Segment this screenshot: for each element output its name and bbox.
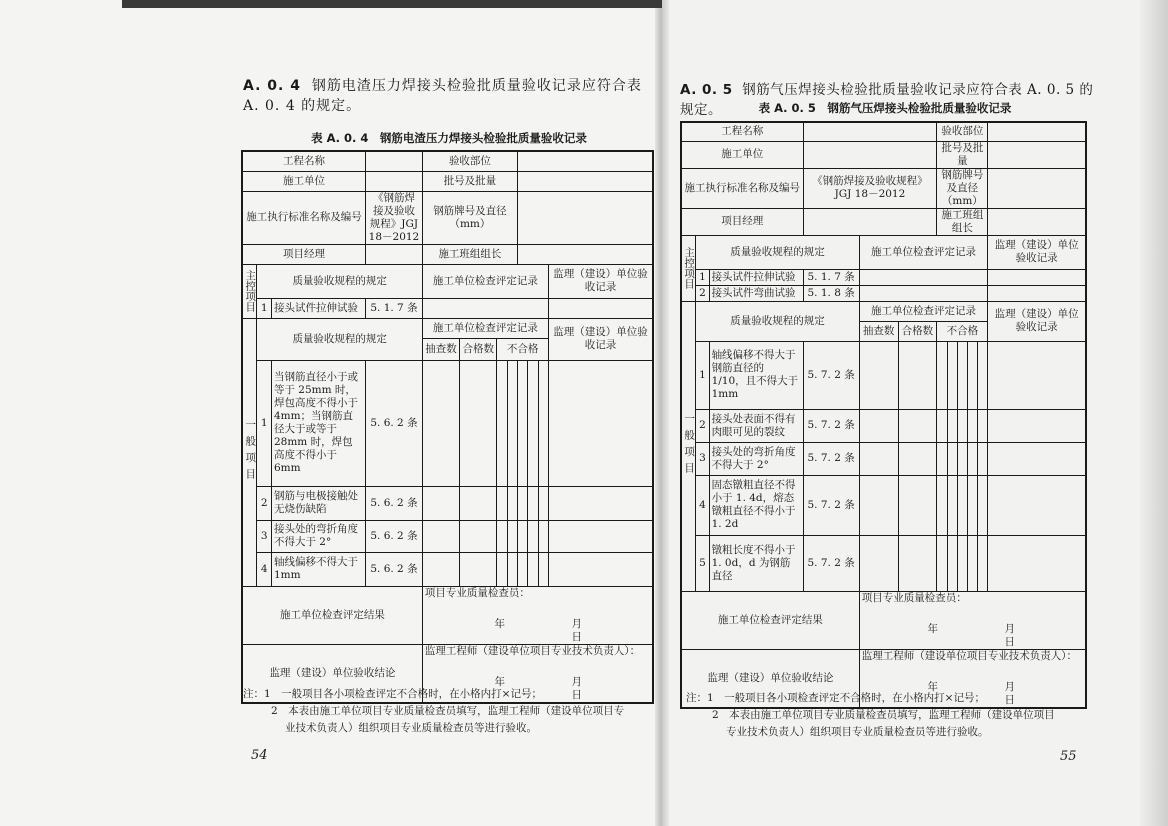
- left-page-number: 54: [251, 748, 268, 763]
- sample-cell[interactable]: [859, 535, 898, 591]
- general-label: 一般项目: [242, 318, 257, 586]
- conclusion-label: 监理（建设）单位验收结论: [242, 644, 422, 703]
- team-leader-value[interactable]: [517, 244, 653, 264]
- fail-header: 不合格: [937, 321, 988, 341]
- general-item-desc: 镦粗长度不得小于 1. 0d，d 为钢筋直径: [709, 535, 803, 591]
- pass-count-header: 合格数: [898, 321, 937, 341]
- general-item-desc: 轴线偏移不得大于钢筋直径的 1/10，且不得大于 1mm: [709, 341, 803, 409]
- fail-cell[interactable]: [978, 535, 988, 591]
- fail-cell[interactable]: [947, 535, 957, 591]
- fail-cell[interactable]: [538, 552, 548, 586]
- right-table-caption: 表 A. 0. 5 钢筋气压焊接头检验批质量验收记录: [758, 101, 1012, 115]
- fail-cell[interactable]: [507, 552, 517, 586]
- batch-quantity-value[interactable]: [517, 171, 653, 191]
- conclusion-label: 监理（建设）单位验收结论: [681, 649, 859, 708]
- general-label: 一般项目: [681, 301, 696, 591]
- main-control-label: 主控项目: [681, 235, 696, 301]
- sample-count-header: 抽查数: [859, 321, 898, 341]
- acceptance-part-label: 验收部位: [937, 122, 988, 141]
- main-item-supervisor[interactable]: [988, 285, 1086, 301]
- pass-cell[interactable]: [460, 520, 497, 552]
- sample-cell[interactable]: [859, 442, 898, 475]
- general-check-header: 施工单位检查评定记录: [859, 301, 988, 321]
- pass-cell[interactable]: [460, 360, 497, 486]
- fail-header: 不合格: [497, 338, 549, 360]
- supervisor-cell[interactable]: [988, 475, 1086, 535]
- fail-cell[interactable]: [538, 520, 548, 552]
- sample-cell[interactable]: [422, 360, 459, 486]
- sample-cell[interactable]: [422, 520, 459, 552]
- pass-cell[interactable]: [898, 535, 937, 591]
- fail-cell[interactable]: [978, 341, 988, 409]
- result-label: 施工单位检查评定结果: [242, 586, 422, 644]
- main-item-check[interactable]: [422, 298, 548, 318]
- inspector-label: 项目专业质量检查员：: [424, 586, 530, 599]
- scan-top-edge: [122, 0, 662, 8]
- pass-count-header: 合格数: [460, 338, 497, 360]
- acceptance-part-value[interactable]: [988, 122, 1086, 141]
- construction-unit-label: 施工单位: [681, 141, 803, 168]
- fail-cell[interactable]: [517, 486, 527, 520]
- result-date: 年 月 日: [927, 622, 1082, 648]
- general-spec-header: 质量验收规程的规定: [257, 318, 422, 360]
- fail-cell[interactable]: [497, 360, 507, 486]
- general-item-no: 2: [257, 486, 271, 520]
- general-item-no: 4: [696, 475, 709, 535]
- right-notes: 注：1 一般项目各小项检查评定不合格时，在小格内打×记号； 2 本表由施工单位项目专业质量检查员填写，监理工程师（建设单位项目 专业技术负责人）组织项目专业质量检查员等进行验收。: [686, 692, 1055, 738]
- fail-cell[interactable]: [528, 552, 538, 586]
- general-item-no: 1: [696, 341, 709, 409]
- fail-cell[interactable]: [947, 341, 957, 409]
- fail-cell[interactable]: [978, 442, 988, 475]
- fail-cell[interactable]: [507, 360, 517, 486]
- standard-label: 施工执行标准名称及编号: [681, 168, 803, 208]
- fail-cell[interactable]: [978, 409, 988, 442]
- fail-cell[interactable]: [528, 360, 538, 486]
- supervisor-cell[interactable]: [988, 409, 1086, 442]
- construction-unit-value[interactable]: [803, 141, 937, 168]
- construction-unit-value[interactable]: [366, 171, 423, 191]
- supervisor-cell[interactable]: [548, 486, 653, 520]
- fail-cell[interactable]: [957, 535, 967, 591]
- steel-grade-label: 钢筋牌号及直径（mm）: [937, 168, 988, 208]
- left-section-heading: A. 0. 4 钢筋电渣压力焊接头检验批质量验收记录应符合表 A. 0. 4 的规定。: [243, 78, 642, 114]
- general-item-clause: 5. 7. 2 条: [803, 409, 859, 442]
- left-table-caption: 表 A. 0. 4 钢筋电渣压力焊接头检验批质量验收记录: [311, 131, 587, 145]
- fail-cell[interactable]: [497, 520, 507, 552]
- main-check-header: 施工单位检查评定记录: [422, 264, 548, 298]
- right-section-heading: A. 0. 5 钢筋气压焊接头检验批质量验收记录应符合表 A. 0. 5 的规定。: [680, 82, 1094, 118]
- left-acceptance-table: [241, 150, 654, 704]
- project-manager-value[interactable]: [366, 244, 423, 264]
- main-item-no: 2: [696, 285, 709, 301]
- pass-cell[interactable]: [898, 442, 937, 475]
- supervisor-cell[interactable]: [548, 520, 653, 552]
- supervisor-cell[interactable]: [988, 442, 1086, 475]
- project-manager-label: 项目经理: [681, 208, 803, 235]
- main-item-name: 接头试件拉伸试验: [709, 269, 803, 285]
- main-item-no: 1: [696, 269, 709, 285]
- main-supervisor-header: 监理（建设）单位验收记录: [988, 235, 1086, 269]
- main-item-no: 1: [257, 298, 271, 318]
- fail-cell[interactable]: [528, 520, 538, 552]
- batch-quantity-value[interactable]: [988, 141, 1086, 168]
- general-item-no: 1: [257, 360, 271, 486]
- general-item-clause: 5. 6. 2 条: [366, 486, 423, 520]
- construction-unit-label: 施工单位: [242, 171, 366, 191]
- batch-quantity-label: 批号及批量: [937, 141, 988, 168]
- fail-cell[interactable]: [967, 409, 977, 442]
- main-item-name: 接头试件弯曲试验: [709, 285, 803, 301]
- general-item-no: 3: [696, 442, 709, 475]
- general-item-desc: 钢筋与电极接触处无烧伤缺陷: [271, 486, 365, 520]
- result-label: 施工单位检查评定结果: [681, 591, 859, 649]
- steel-grade-value[interactable]: [988, 168, 1086, 208]
- general-item-no: 4: [257, 552, 271, 586]
- result-date: 年 月 日: [494, 617, 649, 643]
- fail-cell[interactable]: [937, 341, 947, 409]
- main-item-supervisor[interactable]: [548, 298, 653, 318]
- standard-value: 《钢筋焊接及验收规程》JGJ 18－2012: [803, 168, 937, 208]
- main-control-label: 主控项目: [242, 264, 257, 318]
- general-item-no: 5: [696, 535, 709, 591]
- fail-cell[interactable]: [937, 409, 947, 442]
- fail-cell[interactable]: [528, 486, 538, 520]
- fail-cell[interactable]: [497, 486, 507, 520]
- steel-grade-value[interactable]: [517, 191, 653, 244]
- general-item-clause: 5. 7. 2 条: [803, 341, 859, 409]
- general-item-clause: 5. 6. 2 条: [366, 360, 423, 486]
- main-supervisor-header: 监理（建设）单位验收记录: [548, 264, 653, 298]
- conclusion-date: 年 月 日: [927, 680, 1082, 706]
- standard-label: 施工执行标准名称及编号: [242, 191, 366, 244]
- main-item-clause: 5. 1. 8 条: [803, 285, 859, 301]
- fail-cell[interactable]: [517, 520, 527, 552]
- fail-cell[interactable]: [937, 442, 947, 475]
- page-edge-shadow: [1140, 0, 1168, 826]
- fail-cell[interactable]: [517, 552, 527, 586]
- steel-grade-label: 钢筋牌号及直径（mm）: [422, 191, 517, 244]
- main-item-clause: 5. 1. 7 条: [366, 298, 423, 318]
- pass-cell[interactable]: [898, 475, 937, 535]
- main-spec-header: 质量验收规程的规定: [257, 264, 422, 298]
- general-supervisor-header: 监理（建设）单位验收记录: [548, 318, 653, 360]
- project-name-value[interactable]: [366, 151, 423, 171]
- general-item-clause: 5. 6. 2 条: [366, 552, 423, 586]
- general-spec-header: 质量验收规程的规定: [696, 301, 859, 341]
- project-name-label: 工程名称: [242, 151, 366, 171]
- main-item-name: 接头试件拉伸试验: [271, 298, 365, 318]
- general-item-desc: 接头处表面不得有肉眼可见的裂纹: [709, 409, 803, 442]
- team-leader-value[interactable]: [988, 208, 1086, 235]
- acceptance-part-label: 验收部位: [422, 151, 517, 171]
- general-item-clause: 5. 6. 2 条: [366, 520, 423, 552]
- right-page-number: 55: [1060, 749, 1077, 764]
- main-item-check[interactable]: [859, 269, 988, 285]
- pass-cell[interactable]: [898, 409, 937, 442]
- fail-cell[interactable]: [507, 520, 517, 552]
- project-manager-value[interactable]: [803, 208, 937, 235]
- general-supervisor-header: 监理（建设）单位验收记录: [988, 301, 1086, 341]
- project-name-label: 工程名称: [681, 122, 803, 141]
- general-item-clause: 5. 7. 2 条: [803, 535, 859, 591]
- standard-value: 《钢筋焊接及验收规程》JGJ 18－2012: [366, 191, 423, 244]
- main-item-check[interactable]: [859, 285, 988, 301]
- result-signature-cell[interactable]: [422, 586, 653, 644]
- fail-cell[interactable]: [957, 341, 967, 409]
- pass-cell[interactable]: [460, 486, 497, 520]
- general-item-clause: 5. 7. 2 条: [803, 442, 859, 475]
- fail-cell[interactable]: [517, 360, 527, 486]
- fail-cell[interactable]: [978, 475, 988, 535]
- fail-cell[interactable]: [947, 409, 957, 442]
- fail-cell[interactable]: [957, 409, 967, 442]
- sample-cell[interactable]: [422, 552, 459, 586]
- general-item-desc: 当钢筋直径小于或等于 25mm 时，焊包高度不得小于 4mm；当钢筋直径大于或等于 28mm 时，焊包高度不得小于 6mm: [271, 360, 365, 486]
- project-name-value[interactable]: [803, 122, 937, 141]
- main-item-clause: 5. 1. 7 条: [803, 269, 859, 285]
- pass-cell[interactable]: [898, 341, 937, 409]
- supervisor-cell[interactable]: [988, 341, 1086, 409]
- fail-cell[interactable]: [538, 360, 548, 486]
- fail-cell[interactable]: [967, 475, 977, 535]
- conclusion-date: 年 月 日: [494, 675, 649, 701]
- sample-cell[interactable]: [859, 409, 898, 442]
- left-notes: 注：1 一般项目各小项检查评定不合格时，在小格内打×记号； 2 本表由施工单位项目专业质量检查员填写，监理工程师（建设单位项目专 业技术负责人）组织项目专业质量检查员等进行验收。: [243, 688, 625, 734]
- supervisor-cell[interactable]: [548, 552, 653, 586]
- sample-cell[interactable]: [422, 486, 459, 520]
- inspector-label: 项目专业质量检查员：: [861, 591, 967, 604]
- batch-quantity-label: 批号及批量: [422, 171, 517, 191]
- fail-cell[interactable]: [538, 486, 548, 520]
- supervisor-cell[interactable]: [548, 360, 653, 486]
- general-item-desc: 接头处的弯折角度不得大于 2°: [271, 520, 365, 552]
- main-check-header: 施工单位检查评定记录: [859, 235, 988, 269]
- fail-cell[interactable]: [947, 475, 957, 535]
- supervisor-cell[interactable]: [988, 535, 1086, 591]
- sample-count-header: 抽查数: [422, 338, 459, 360]
- engineer-label: 监理工程师（建设单位项目专业技术负责人）：: [861, 649, 1077, 662]
- team-leader-label: 施工班组组长: [422, 244, 517, 264]
- fail-cell[interactable]: [957, 475, 967, 535]
- sample-cell[interactable]: [859, 341, 898, 409]
- fail-cell[interactable]: [967, 535, 977, 591]
- general-item-desc: 轴线偏移不得大于 1mm: [271, 552, 365, 586]
- fail-cell[interactable]: [957, 442, 967, 475]
- right-acceptance-table: [680, 121, 1087, 709]
- sample-cell[interactable]: [859, 475, 898, 535]
- fail-cell[interactable]: [497, 552, 507, 586]
- general-item-no: 2: [696, 409, 709, 442]
- general-item-no: 3: [257, 520, 271, 552]
- fail-cell[interactable]: [507, 486, 517, 520]
- engineer-label: 监理工程师（建设单位项目专业技术负责人）：: [424, 644, 641, 657]
- team-leader-label: 施工班组组长: [937, 208, 988, 235]
- main-item-supervisor[interactable]: [988, 269, 1086, 285]
- pass-cell[interactable]: [460, 552, 497, 586]
- project-manager-label: 项目经理: [242, 244, 366, 264]
- fail-cell[interactable]: [937, 535, 947, 591]
- general-check-header: 施工单位检查评定记录: [422, 318, 548, 338]
- fail-cell[interactable]: [967, 341, 977, 409]
- fail-cell[interactable]: [947, 442, 957, 475]
- main-spec-header: 质量验收规程的规定: [696, 235, 859, 269]
- fail-cell[interactable]: [967, 442, 977, 475]
- fail-cell[interactable]: [937, 475, 947, 535]
- result-signature-cell[interactable]: [859, 591, 1086, 649]
- general-item-clause: 5. 7. 2 条: [803, 475, 859, 535]
- general-item-desc: 接头处的弯折角度不得大于 2°: [709, 442, 803, 475]
- general-item-desc: 固态镦粗直径不得小于 1. 4d，熔态镦粗直径不得小于 1. 2d: [709, 475, 803, 535]
- acceptance-part-value[interactable]: [517, 151, 653, 171]
